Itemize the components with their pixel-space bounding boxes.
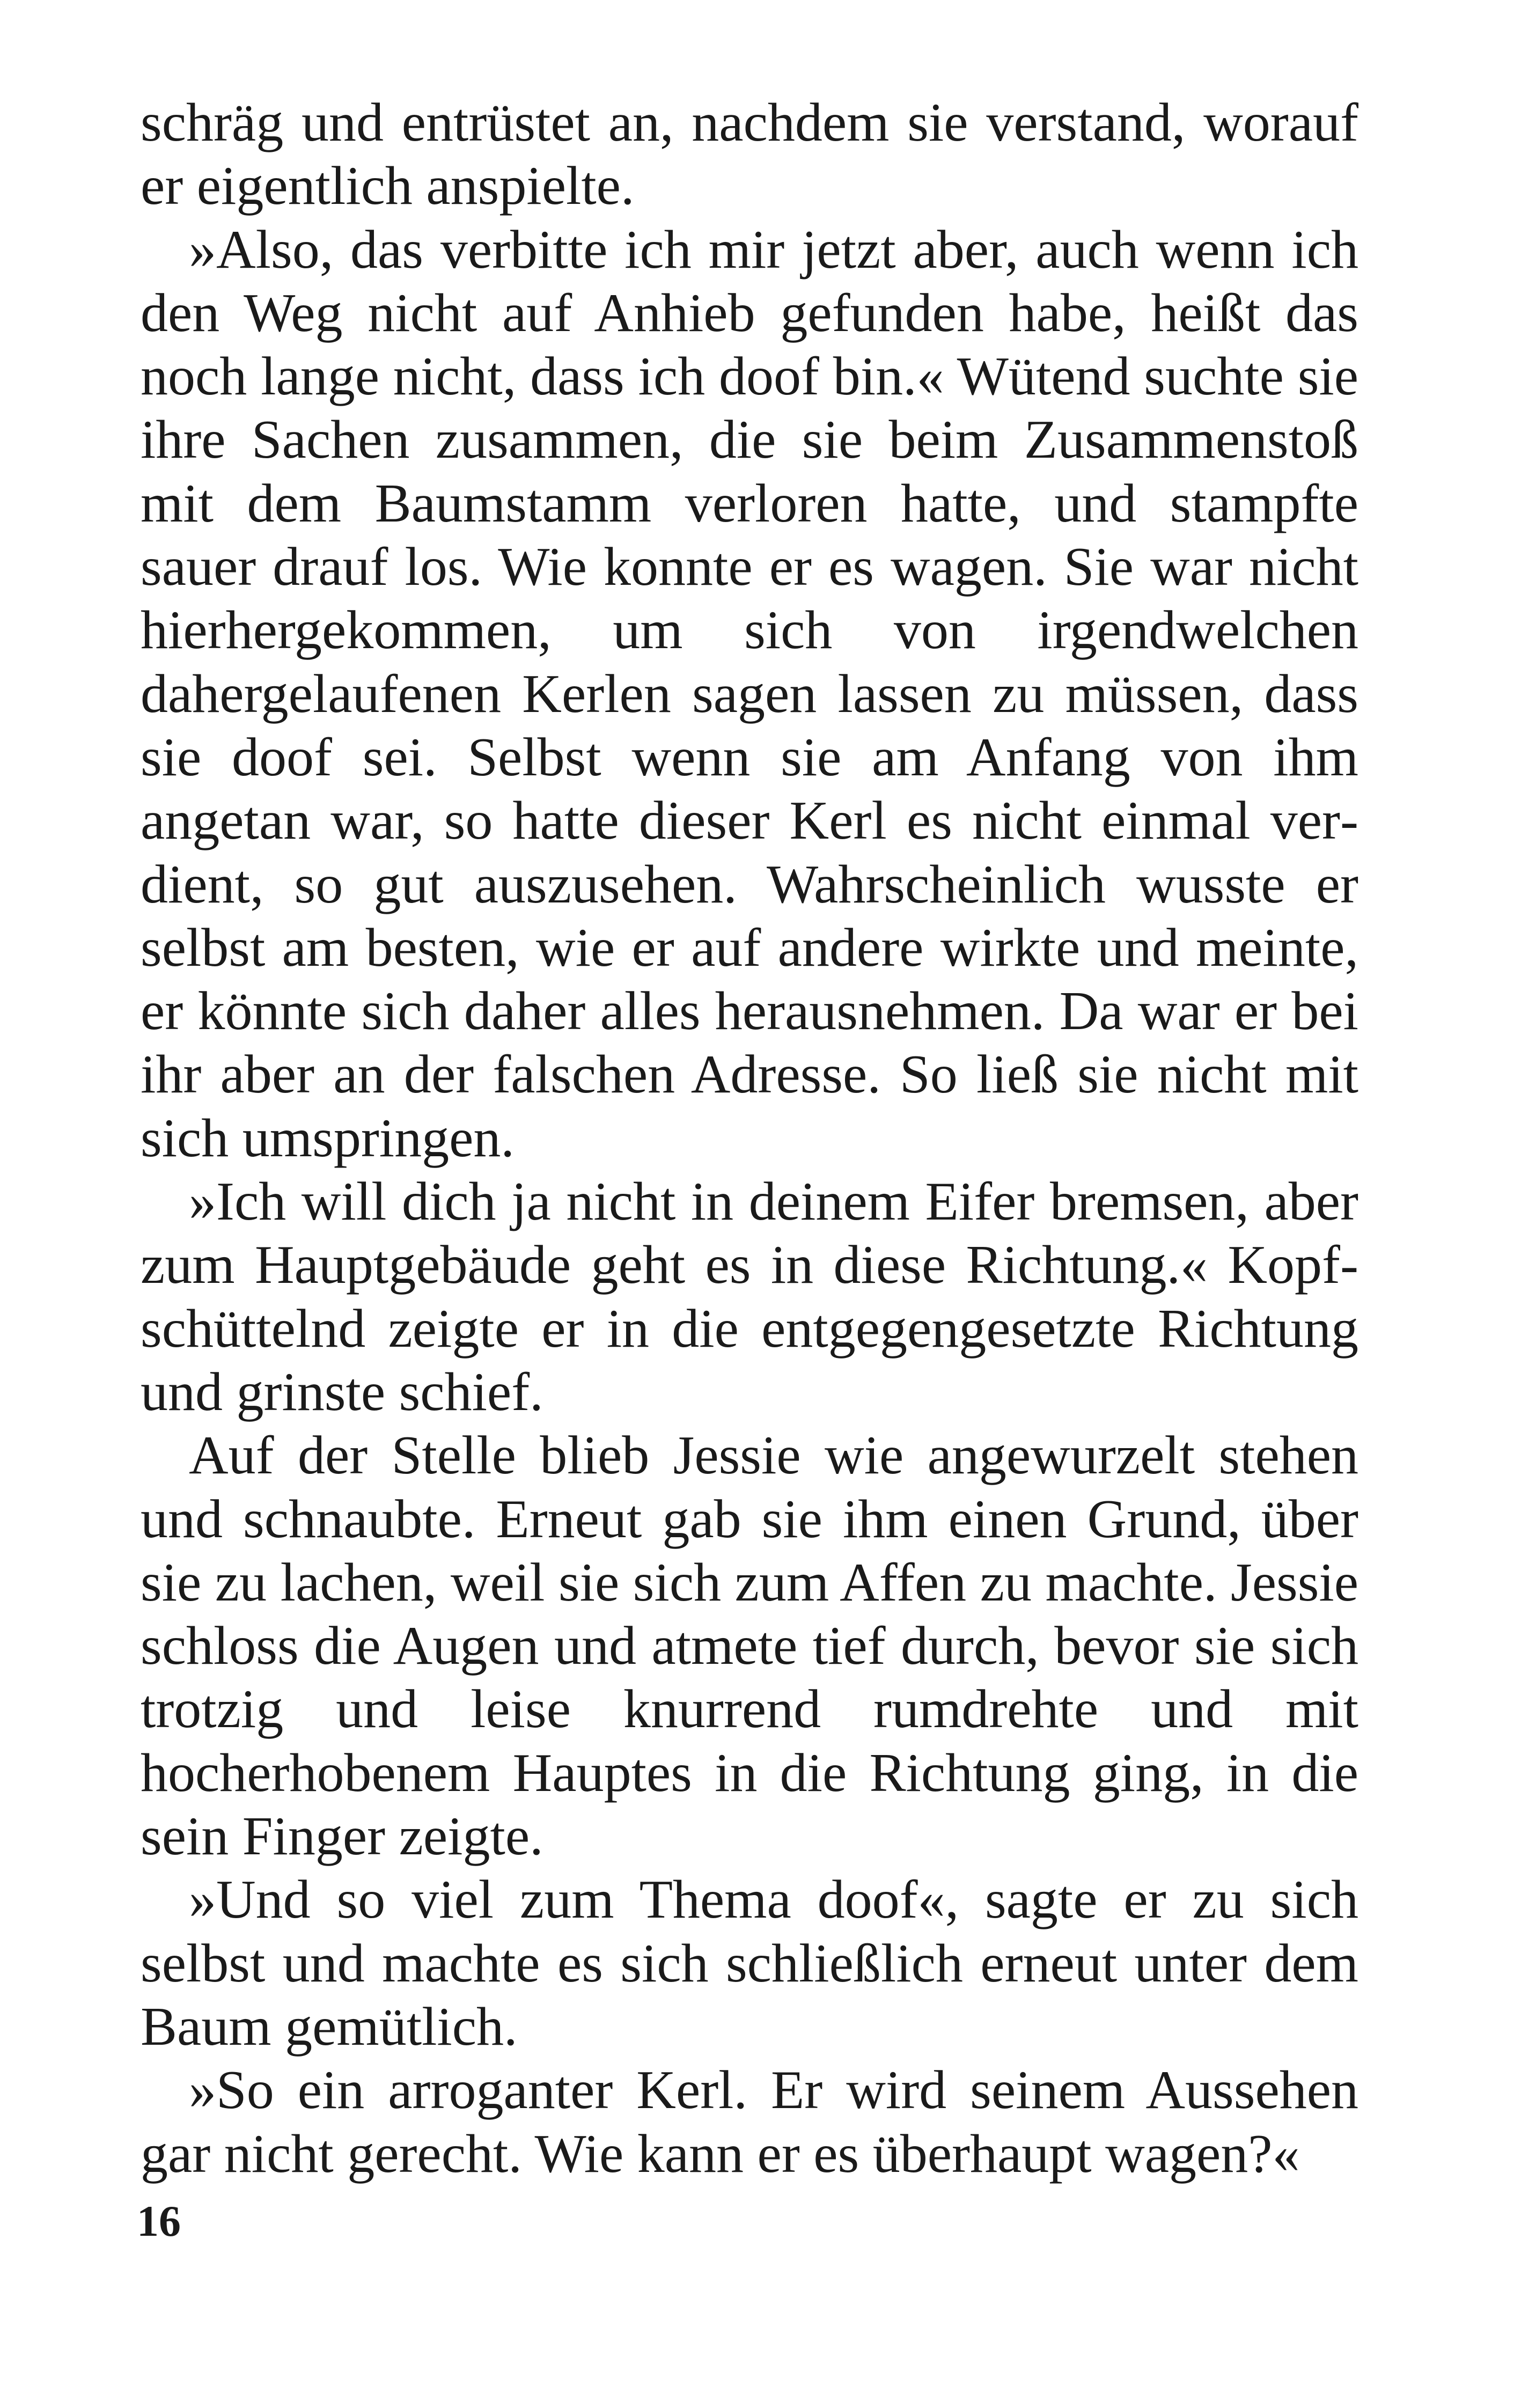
paragraph-jessie-stops: Auf der Stelle blieb Jessie wie angewurzelt stehen und schnaubte. Erneut gab sie ihm einen Grund, über sie zu lachen, weil sie sich zum Affen zu machte. Jessie schloss die Augen und atmete tief durch, bevor sie sich trotzig und leise knurrend rumdrehte und mit hocherhobenem Hauptes in die Richtung ging, in die sein Finger zeigte. xyxy=(141,1425,1358,1867)
paragraph-continuation: schräg und entrüstet an, nachdem sie verstand, worauf er eigentlich anspielte. xyxy=(141,92,1358,217)
paragraph-dialogue-arrogant: »So ein arroganter Kerl. Er wird seinem Aussehen gar nicht gerecht. Wie kann er es überhaupt wagen?« xyxy=(141,2060,1358,2184)
body-text xyxy=(141,91,1358,2186)
paragraph-dialogue-doof: »Also, das verbitte ich mir jetzt aber, auch wenn ich den Weg nicht auf Anhieb gefunden habe, heißt das noch lange nicht, dass ich doof bin.« Wütend suchte sie ihre Sachen zusammen, die sie beim Zusammenstoß mit dem Baumstamm verloren hatte, und stampfte sauer drauf los. Wie konnte er es wagen. Sie war nicht hierhergekommen, um sich von irgendwelchen dahergelaufenen Kerlen sagen lassen zu müssen, dass sie doof sei. Selbst wenn sie am Anfang von ihm angetan war, so hatte dieser Kerl es nicht einmal verdient, so gut auszusehen. Wahrscheinlich wusste er selbst am besten, wie er auf andere wirkte und meinte, er könnte sich daher alles herausnehmen. Da war er bei ihr aber an der falschen Adresse. So ließ sie nicht mit sich umspringen. xyxy=(141,219,1358,1169)
page-number: 16 xyxy=(137,2197,181,2245)
paragraph-dialogue-thema: »Und so viel zum Thema doof«, sagte er zu sich selbst und machte es sich schließlich erneut unter dem Baum gemütlich. xyxy=(141,1869,1358,2057)
paragraph-dialogue-direction: »Ich will dich ja nicht in deinem Eifer bremsen, aber zum Hauptgebäude geht es in diese Richtung.« Kopfschüttelnd zeigte er in die entgegengesetzte Richtung und grinste schief. xyxy=(141,1171,1358,1422)
